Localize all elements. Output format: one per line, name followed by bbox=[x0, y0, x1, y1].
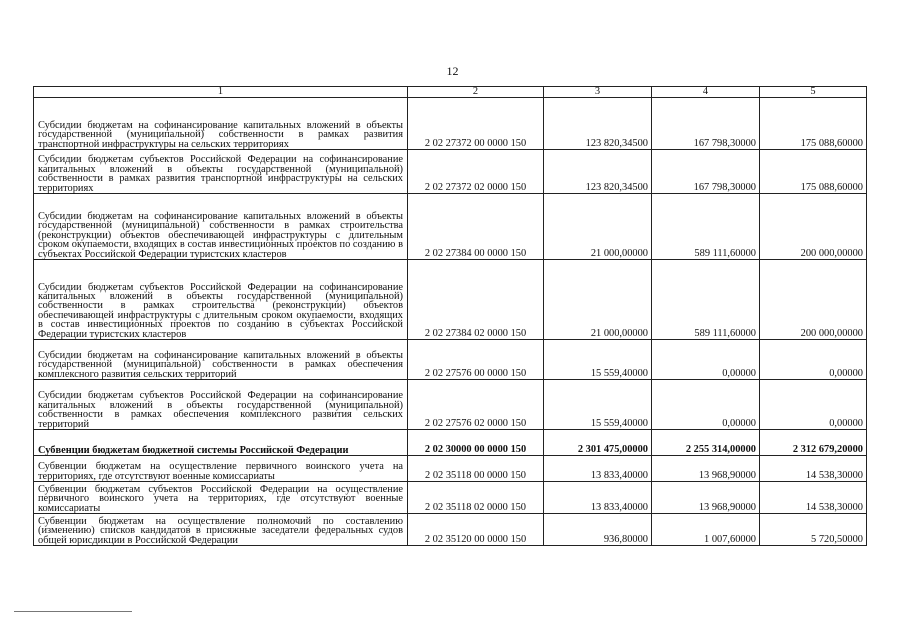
row-value-col4: 167 798,30000 bbox=[652, 150, 760, 194]
row-description: Субвенции бюджетам субъектов Российской Федерации на осуществление первичного воинского учета на территориях, где отсутствуют военные комиссариаты bbox=[34, 482, 408, 514]
table-row bbox=[34, 456, 867, 482]
row-value-col3: 936,80000 bbox=[544, 514, 652, 546]
row-description: Субсидии бюджетам на софинансирование капитальных вложений в объекты государственной (муниципальной) собственности в рамках развития транспортной инфраструктуры на сельских территориях bbox=[34, 98, 408, 150]
row-value-col4: 589 111,60000 bbox=[652, 194, 760, 260]
row-value-col3: 13 833,40000 bbox=[544, 482, 652, 514]
row-budget-code: 2 02 35120 00 0000 150 bbox=[408, 514, 544, 546]
row-value-col3: 2 301 475,00000 bbox=[544, 430, 652, 456]
row-value-col3: 123 820,34500 bbox=[544, 98, 652, 150]
row-budget-code: 2 02 27576 02 0000 150 bbox=[408, 380, 544, 430]
row-value-col4: 589 111,60000 bbox=[652, 260, 760, 340]
row-value-col5: 0,00000 bbox=[760, 380, 867, 430]
row-description: Субвенции бюджетам на осуществление полномочий по составлению (изменению) списков кандидатов в присяжные заседатели федеральных судов общей юрисдикции в Российской Федерации bbox=[34, 514, 408, 546]
column-header-2: 2 bbox=[408, 87, 544, 98]
row-description: Субсидии бюджетам на софинансирование капитальных вложений в объекты государственной (муниципальной) собственности в рамках обеспечения комплексного развития сельских территорий bbox=[34, 340, 408, 380]
row-value-col5: 200 000,00000 bbox=[760, 260, 867, 340]
table-row-total bbox=[34, 430, 867, 456]
footer-rule bbox=[14, 611, 132, 612]
column-header-4: 4 bbox=[652, 87, 760, 98]
table-row bbox=[34, 340, 867, 380]
row-value-col5: 2 312 679,20000 bbox=[760, 430, 867, 456]
budget-table bbox=[33, 86, 867, 546]
row-value-col3: 15 559,40000 bbox=[544, 380, 652, 430]
row-description: Субсидии бюджетам субъектов Российской Федерации на софинансирование капитальных вложений в объекты государственной (муниципальной) собственности в рамках обеспечения комплексного развития сельских территорий bbox=[34, 380, 408, 430]
table-row bbox=[34, 514, 867, 546]
row-budget-code: 2 02 30000 00 0000 150 bbox=[408, 430, 544, 456]
row-value-col4: 13 968,90000 bbox=[652, 482, 760, 514]
row-budget-code: 2 02 27372 00 0000 150 bbox=[408, 98, 544, 150]
row-budget-code: 2 02 35118 00 0000 150 bbox=[408, 456, 544, 482]
column-header-3: 3 bbox=[544, 87, 652, 98]
row-value-col4: 2 255 314,00000 bbox=[652, 430, 760, 456]
page-number: 12 bbox=[446, 64, 459, 78]
row-value-col5: 14 538,30000 bbox=[760, 456, 867, 482]
table-row bbox=[34, 260, 867, 340]
row-value-col4: 13 968,90000 bbox=[652, 456, 760, 482]
row-budget-code: 2 02 35118 02 0000 150 bbox=[408, 482, 544, 514]
row-value-col5: 14 538,30000 bbox=[760, 482, 867, 514]
row-value-col4: 1 007,60000 bbox=[652, 514, 760, 546]
row-value-col5: 175 088,60000 bbox=[760, 98, 867, 150]
table-row bbox=[34, 194, 867, 260]
table-row bbox=[34, 150, 867, 194]
row-value-col4: 167 798,30000 bbox=[652, 98, 760, 150]
row-budget-code: 2 02 27576 00 0000 150 bbox=[408, 340, 544, 380]
row-value-col3: 123 820,34500 bbox=[544, 150, 652, 194]
table-row bbox=[34, 482, 867, 514]
row-description: Субсидии бюджетам субъектов Российской Федерации на софинансирование капитальных вложений в объекты государственной (муниципальной) собственности в рамках строительства (реконструкции) объектов обеспечивающей инфраструктуры с длительным сроком окупаемости, входящих в состав инвестиционных проектов по созданию в субъектах Российской Федерации туристских кластеров bbox=[34, 260, 408, 340]
row-value-col5: 0,00000 bbox=[760, 340, 867, 380]
row-description: Субсидии бюджетам субъектов Российской Федерации на софинансирование капитальных вложений в объекты государственной (муниципальной) собственности в рамках развития транспортной инфраструктуры на сельских территориях bbox=[34, 150, 408, 194]
table-row bbox=[34, 98, 867, 150]
row-value-col5: 5 720,50000 bbox=[760, 514, 867, 546]
row-value-col3: 21 000,00000 bbox=[544, 260, 652, 340]
row-description: Субвенции бюджетам бюджетной системы Российской Федерации bbox=[34, 430, 408, 456]
row-value-col3: 21 000,00000 bbox=[544, 194, 652, 260]
row-value-col3: 15 559,40000 bbox=[544, 340, 652, 380]
table-row bbox=[34, 380, 867, 430]
column-header-5: 5 bbox=[760, 87, 867, 98]
row-value-col3: 13 833,40000 bbox=[544, 456, 652, 482]
row-value-col4: 0,00000 bbox=[652, 340, 760, 380]
row-description: Субсидии бюджетам на софинансирование капитальных вложений в объекты государственной (муниципальной) собственности в рамках строительства (реконструкции) объектов обеспечивающей инфраструктуры с длительным сроком окупаемости, входящих в состав инвестиционных проектов по созданию в субъектах Российской Федерации туристских кластеров bbox=[34, 194, 408, 260]
row-value-col4: 0,00000 bbox=[652, 380, 760, 430]
row-budget-code: 2 02 27372 02 0000 150 bbox=[408, 150, 544, 194]
row-budget-code: 2 02 27384 02 0000 150 bbox=[408, 260, 544, 340]
row-value-col5: 175 088,60000 bbox=[760, 150, 867, 194]
row-value-col5: 200 000,00000 bbox=[760, 194, 867, 260]
row-description: Субвенции бюджетам на осуществление первичного воинского учета на территориях, где отсутствуют военные комиссариаты bbox=[34, 456, 408, 482]
row-budget-code: 2 02 27384 00 0000 150 bbox=[408, 194, 544, 260]
column-header-1: 1 bbox=[34, 87, 408, 98]
table-header-row bbox=[34, 87, 867, 98]
